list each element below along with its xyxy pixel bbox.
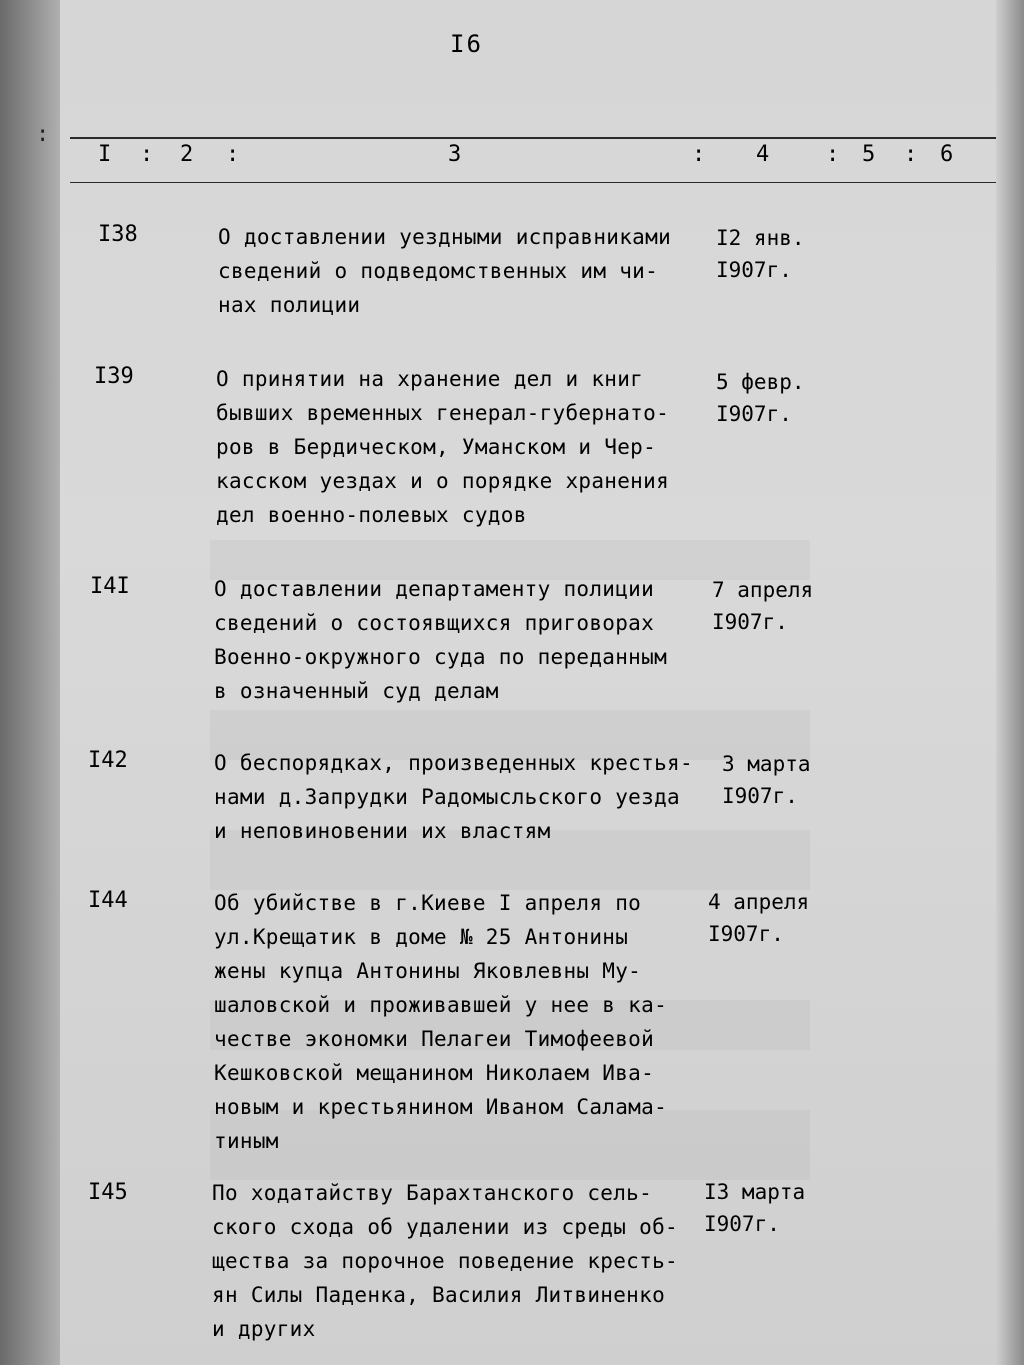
- header-col-2: 2: [180, 142, 194, 167]
- entry-number: I39: [94, 364, 134, 389]
- entry-number: I38: [98, 222, 138, 247]
- header-col-5: 5: [862, 142, 876, 167]
- header-rule-top: [70, 137, 996, 139]
- entry-date: 4 апреля I907г.: [708, 890, 810, 946]
- header-separator: :: [904, 142, 918, 167]
- entry-date: 7 апреля I907г.: [712, 578, 814, 634]
- entry-title: О беспорядках, произведенных крестья- нами д.Запрудки Радомысльского уезда и неповиновении их властям: [214, 751, 693, 843]
- header-separator: :: [826, 142, 840, 167]
- header-rule-bottom: [70, 182, 996, 183]
- entry-date: 3 марта I907г.: [722, 752, 811, 808]
- entry-date: 5 февр. I907г.: [716, 370, 805, 426]
- header-col-3: 3: [448, 142, 462, 167]
- header-col-6: 6: [940, 142, 954, 167]
- entry-title: Об убийстве в г.Киеве I апреля по ул.Крещатик в доме № 25 Антонины жены купца Антонины Яковлевны Му- шаловской и проживавшей у нее в ка- честве экономки Пелагеи Тимофеевой Кешковской мещанином Николаем Ива- новым и крестьянином Иваном Салама- тиным: [214, 891, 668, 1153]
- entry-number: I42: [88, 748, 128, 773]
- entry-number: I4I: [90, 574, 130, 599]
- header-separator: :: [226, 142, 240, 167]
- page-number: I6: [450, 30, 483, 58]
- entry-title: О доставлении уездными исправниками сведений о подведомственных им чи- нах полиции: [218, 225, 672, 317]
- header-col-1: I: [98, 142, 112, 167]
- entry-title: По ходатайству Барахтанского сель- ского схода об удалении из среды об- щества за порочное поведение кресть- ян Силы Паденка, Василия Литвиненко и других: [212, 1181, 678, 1341]
- entry-date: I3 марта I907г.: [704, 1180, 806, 1236]
- entry-date: I2 янв. I907г.: [716, 226, 805, 282]
- header-separator: :: [692, 142, 706, 167]
- entry-number: I45: [88, 1180, 128, 1205]
- header-col-4: 4: [756, 142, 770, 167]
- entry-title: О доставлении департаменту полиции сведений о состоявщихся приговорах Военно-окружного суда по переданным в означенный суд делам: [214, 577, 668, 703]
- entry-number: I44: [88, 888, 128, 913]
- header-separator: :: [140, 142, 154, 167]
- scan-right-edge: [996, 0, 1024, 1365]
- entry-title: О принятии на хранение дел и книг бывших временных генерал-губернато- ров в Бердическом, Уманском и Чер- касском уездах и о порядке хранения дел военно-полевых судов: [216, 367, 670, 527]
- left-margin-marker: :: [36, 122, 50, 147]
